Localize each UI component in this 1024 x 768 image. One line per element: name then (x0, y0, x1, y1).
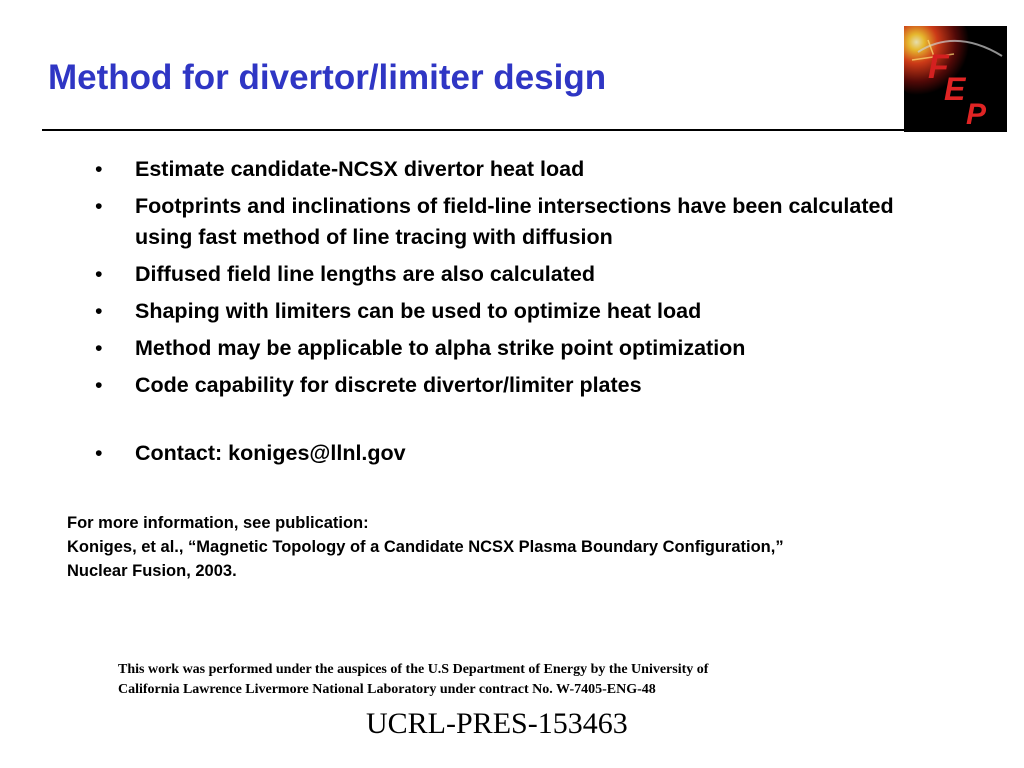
publication-note (67, 511, 967, 583)
bullet-text: Estimate candidate-NCSX divertor heat load (135, 157, 585, 181)
list-item (95, 191, 925, 253)
logo-letter-p: P (966, 98, 987, 131)
publication-citation: Koniges, et al., “Magnetic Topology of a Candidate NCSX Plasma Boundary Configuration,” (67, 538, 784, 556)
contact-item (95, 438, 925, 469)
bullet-text: Diffused field line lengths are also calculated (135, 262, 595, 286)
bullet-marker: • (95, 336, 103, 360)
publication-intro: For more information, see publication: (67, 514, 369, 532)
bullet-list (95, 154, 925, 475)
list-item (95, 154, 925, 185)
acknowledgement-line-2: California Lawrence Livermore National Laboratory under contract No. W-7405-ENG-48 (118, 682, 656, 697)
acknowledgement-line-1: This work was performed under the auspices of the U.S Department of Energy by the University of (118, 662, 709, 677)
slide-title: Method for divertor/limiter design (48, 58, 607, 97)
title-divider (42, 129, 904, 131)
publication-journal: Nuclear Fusion, 2003. (67, 562, 237, 580)
list-item (95, 370, 925, 401)
bullet-marker: • (95, 299, 103, 323)
bullet-text: Code capability for discrete divertor/limiter plates (135, 373, 642, 397)
bullet-marker: • (95, 441, 103, 465)
bullet-marker: • (95, 157, 103, 181)
bullet-text: Footprints and inclinations of field-line intersections have been calculated using fast method of line tracing with diffusion (135, 194, 894, 249)
list-item (95, 259, 925, 290)
acknowledgement-note (118, 660, 878, 700)
contact-text: Contact: koniges@llnl.gov (135, 441, 406, 465)
logo-letter-e: E (944, 71, 966, 107)
logo-letter-f: F (928, 48, 949, 86)
report-number: UCRL-PRES-153463 (366, 707, 628, 740)
bullet-text: Method may be applicable to alpha strike point optimization (135, 336, 746, 360)
list-item (95, 333, 925, 364)
bullet-marker: • (95, 194, 103, 218)
bullet-text: Shaping with limiters can be used to optimize heat load (135, 299, 702, 323)
list-item (95, 296, 925, 327)
bullet-marker: • (95, 373, 103, 397)
fep-logo-icon (904, 26, 1007, 132)
bullet-marker: • (95, 262, 103, 286)
